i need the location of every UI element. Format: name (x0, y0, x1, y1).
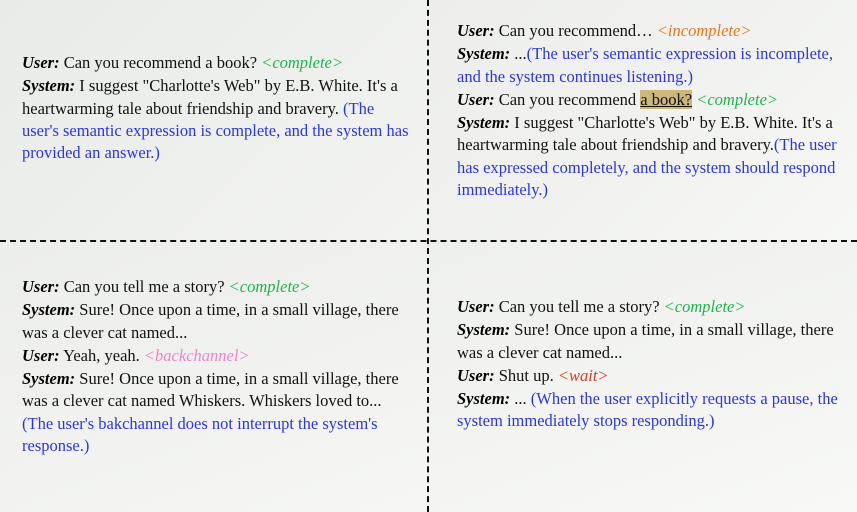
speaker-label: System: (457, 320, 511, 340)
state-tag-incomplete: <incomplete> (656, 21, 752, 40)
dialogue-line (16, 345, 411, 367)
annotation-note: (The user's semantic expression is complete, and the system has provided an answer.) (22, 98, 409, 163)
annotation-note: (The user has expressed completely, and the system should respond immediately.) (457, 135, 837, 199)
dialogue-line (443, 112, 841, 201)
speaker-label: User: (457, 365, 495, 385)
utterance-text: Can you tell me a story? (63, 277, 225, 296)
dialogue-line (16, 299, 411, 344)
utterance-text: I suggest "Charlotte's Web" by E.B. White. It's a heartwarming tale about friendship and bravery. (457, 113, 833, 155)
utterance-text: Can you recommend… (498, 21, 653, 40)
dialogue-line (443, 319, 841, 364)
speaker-label: User: (457, 297, 495, 316)
speaker-label: User: (22, 53, 60, 72)
dialogue-line (443, 20, 841, 42)
utterance-text: ... (514, 44, 527, 64)
speaker-label: System: (457, 113, 511, 133)
state-tag-complete: <complete> (228, 277, 311, 296)
utterance-text: Can you tell me a story? (498, 297, 660, 316)
utterance-text: Sure! Once upon a time, in a small village, there was a clever cat named... (22, 300, 399, 342)
utterance-text: I suggest "Charlotte's Web" by E.B. White. It's a heartwarming tale about friendship and bravery. (22, 76, 398, 118)
speaker-label: System: (457, 44, 511, 64)
state-tag-complete: <complete> (663, 297, 746, 316)
quadrant-bottom-left (0, 240, 427, 512)
utterance-text: Shut up. (498, 365, 554, 385)
annotation-note: (When the user explicitly requests a pause, the system immediately stops responding.) (457, 389, 838, 431)
highlighted-phrase: a book? (640, 89, 693, 109)
speaker-label: System: (457, 389, 511, 409)
annotation-note: (The user's semantic expression is incomplete, and the system continues listening.) (457, 44, 833, 86)
quadrant-bottom-right (427, 240, 857, 512)
speaker-label: User: (22, 277, 60, 296)
quadrant-top-right (427, 0, 857, 240)
quadrant-top-left (0, 0, 427, 240)
utterance-text: Sure! Once upon a time, in a small village, there was a clever cat named Whiskers. Whiskers loved to... (22, 369, 399, 411)
dialogue-line (16, 368, 411, 457)
utterance-text: Sure! Once upon a time, in a small village, there was a clever cat named... (457, 320, 834, 362)
dialogue-line (16, 52, 411, 74)
speaker-label: User: (22, 345, 60, 365)
dialogue-line (443, 296, 841, 318)
dialogue-line (443, 365, 841, 387)
dialogue-line (443, 89, 841, 111)
dialogue-line (16, 276, 411, 298)
utterance-text: Can you recommend (498, 89, 641, 109)
state-tag-complete: <complete> (261, 53, 344, 72)
dialogue-line (443, 43, 841, 88)
utterance-text: ... (514, 389, 527, 409)
dialogue-line (443, 388, 841, 433)
speaker-label: System: (22, 300, 76, 320)
state-tag-wait: <wait> (557, 365, 609, 385)
state-tag-backchannel: <backchannel> (143, 345, 250, 365)
speaker-label: User: (457, 21, 495, 40)
utterance-text: Can you recommend a book? (63, 53, 258, 72)
state-tag-complete: <complete> (696, 89, 779, 109)
horizontal-divider (0, 240, 857, 242)
vertical-divider (427, 0, 429, 512)
dialogue-line (16, 75, 411, 164)
annotation-note: (The user's bakchannel does not interrupt the system's response.) (22, 413, 378, 455)
speaker-label: System: (22, 369, 76, 389)
speaker-label: System: (22, 76, 76, 96)
utterance-text: Yeah, yeah. (63, 345, 140, 365)
speaker-label: User: (457, 89, 495, 109)
